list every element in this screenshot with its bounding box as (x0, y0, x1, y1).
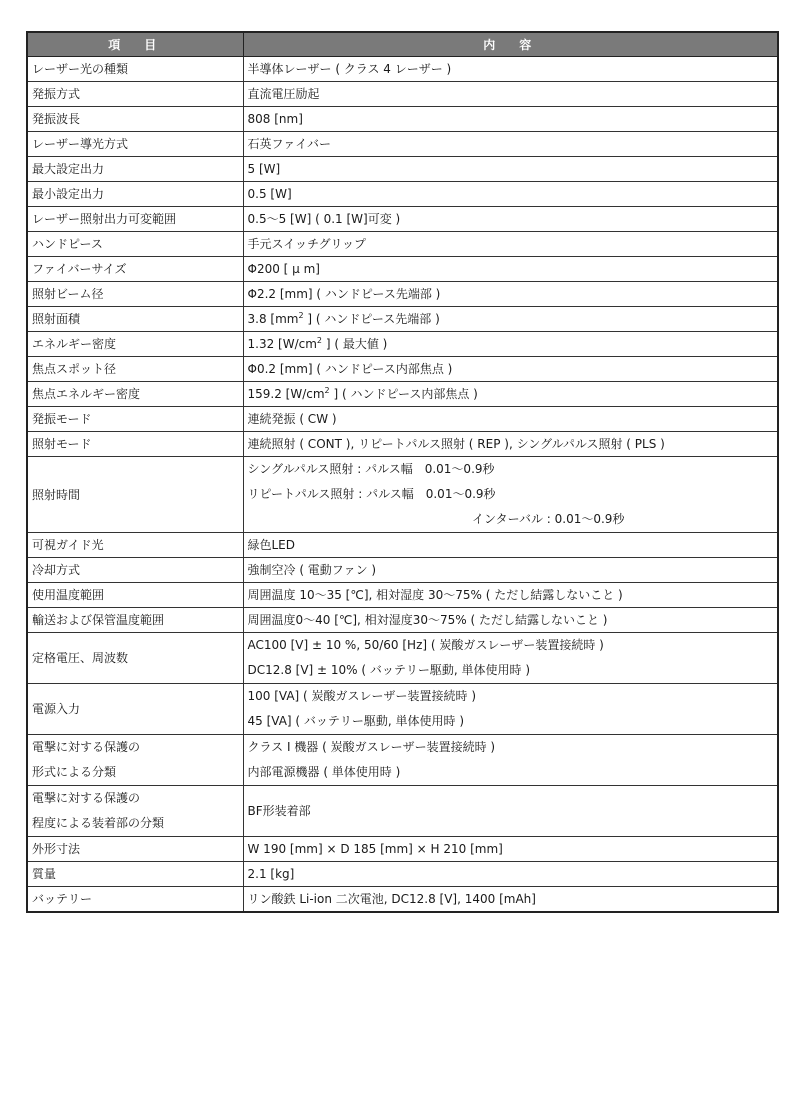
spec-table (26, 31, 779, 913)
row-label: 使用温度範囲 (27, 583, 243, 608)
table-row (27, 307, 778, 332)
row-value: 周囲温度 10〜35 [℃], 相対湿度 30〜75% ( ただし結露しないこと ) (243, 583, 778, 608)
header-item: 項 目 (27, 32, 243, 57)
table-row (27, 132, 778, 157)
row-value (243, 307, 778, 332)
row-label: 発振波長 (27, 107, 243, 132)
table-row (27, 457, 778, 533)
row-label: 照射時間 (27, 457, 243, 533)
row-value: BF形装着部 (243, 786, 778, 837)
row-label: 可視ガイド光 (27, 533, 243, 558)
row-label: 焦点スポット径 (27, 357, 243, 382)
table-row (27, 357, 778, 382)
row-value: リン酸鉄 Li-ion 二次電池, DC12.8 [V], 1400 [mAh] (243, 887, 778, 912)
value-text: 3.8 [mm (247, 312, 299, 326)
value-line: 内部電源機器 ( 単体使用時 ) (247, 765, 401, 779)
table-row (27, 407, 778, 432)
row-value: 半導体レーザー ( クラス 4 レーザー ) (243, 57, 778, 82)
value-line: AC100 [V] ± 10 %, 50/60 [Hz] ( 炭酸ガスレーザー装置接続時 ) (247, 638, 604, 652)
row-value: 直流電圧励起 (243, 82, 778, 107)
row-value (243, 684, 778, 735)
row-label: 照射ビーム径 (27, 282, 243, 307)
row-label: ハンドピース (27, 232, 243, 257)
row-value: Φ0.2 [mm] ( ハンドピース内部焦点 ) (243, 357, 778, 382)
row-value: 緑色LED (243, 533, 778, 558)
value-text: ] ( ハンドピース内部焦点 ) (329, 387, 478, 401)
row-value (243, 633, 778, 684)
row-label: 輸送および保管温度範囲 (27, 608, 243, 633)
value-line: DC12.8 [V] ± 10% ( バッテリー駆動, 単体使用時 ) (247, 663, 531, 677)
row-value: 連続照射 ( CONT ), リピートパルス照射 ( REP ), シングルパルス照射 ( PLS ) (243, 432, 778, 457)
value-text: 1.32 [W/cm (247, 337, 317, 351)
row-label (27, 735, 243, 786)
row-label: 発振方式 (27, 82, 243, 107)
header-row (27, 32, 778, 57)
table-row (27, 207, 778, 232)
value-line: クラス I 機器 ( 炭酸ガスレーザー装置接続時 ) (247, 740, 496, 754)
label-line: 形式による分類 (32, 765, 117, 779)
superscript: 2 (316, 336, 323, 345)
table-row (27, 182, 778, 207)
superscript: 2 (298, 311, 304, 320)
value-line: 100 [VA] ( 炭酸ガスレーザー装置接続時 ) (247, 689, 477, 703)
table-row (27, 82, 778, 107)
table-row (27, 432, 778, 457)
row-label: レーザー照射出力可変範囲 (27, 207, 243, 232)
row-value (243, 332, 778, 357)
table-row (27, 332, 778, 357)
row-label: 定格電圧、周波数 (27, 633, 243, 684)
row-label: レーザー光の種類 (27, 57, 243, 82)
row-value: 808 [nm] (243, 107, 778, 132)
value-text: ] ( ハンドピース先端部 ) (303, 312, 440, 326)
row-label: 最小設定出力 (27, 182, 243, 207)
row-value: Φ2.2 [mm] ( ハンドピース先端部 ) (243, 282, 778, 307)
superscript: 2 (324, 386, 330, 395)
value-line: リピートパルス照射 : パルス幅 0.01〜0.9秒 (247, 487, 496, 501)
row-value: 連続発振 ( CW ) (243, 407, 778, 432)
table-row (27, 735, 778, 786)
table-row (27, 533, 778, 558)
header-content: 内 容 (243, 32, 778, 57)
table-row (27, 57, 778, 82)
label-line: 電撃に対する保護の (32, 740, 141, 754)
table-row (27, 558, 778, 583)
table-row (27, 633, 778, 684)
value-text: ] ( 最大値 ) (322, 337, 388, 351)
row-label: 電源入力 (27, 684, 243, 735)
row-value: W 190 [mm] × D 185 [mm] × H 210 [mm] (243, 837, 778, 862)
value-line: 45 [VA] ( バッテリー駆動, 単体使用時 ) (247, 714, 465, 728)
row-value: 手元スイッチグリップ (243, 232, 778, 257)
table-row (27, 232, 778, 257)
row-value: 周囲温度0〜40 [℃], 相対湿度30〜75% ( ただし結露しないこと ) (243, 608, 778, 633)
row-value: 強制空冷 ( 電動ファン ) (243, 558, 778, 583)
table-row (27, 107, 778, 132)
row-label: 最大設定出力 (27, 157, 243, 182)
row-label: 照射モード (27, 432, 243, 457)
row-label: ファイバーサイズ (27, 257, 243, 282)
row-label: 質量 (27, 862, 243, 887)
table-row (27, 837, 778, 862)
row-value (243, 735, 778, 786)
row-value: 0.5〜5 [W] ( 0.1 [W]可変 ) (243, 207, 778, 232)
table-row (27, 887, 778, 912)
row-label: 照射面積 (27, 307, 243, 332)
label-line: 程度による装着部の分類 (32, 816, 165, 830)
row-value: Φ200 [ μ m] (243, 257, 778, 282)
row-value (243, 382, 778, 407)
row-label: 焦点エネルギー密度 (27, 382, 243, 407)
table-row (27, 257, 778, 282)
label-line: 電撃に対する保護の (32, 791, 141, 805)
row-label: バッテリー (27, 887, 243, 912)
row-value: 石英ファイバー (243, 132, 778, 157)
row-value: 5 [W] (243, 157, 778, 182)
row-label (27, 786, 243, 837)
table-row (27, 608, 778, 633)
row-label: レーザー導光方式 (27, 132, 243, 157)
value-line: シングルパルス照射 : パルス幅 0.01〜0.9秒 (247, 462, 495, 476)
row-value (243, 457, 778, 533)
row-value: 0.5 [W] (243, 182, 778, 207)
table-row (27, 282, 778, 307)
table-row (27, 382, 778, 407)
value-line: インターバル : 0.01〜0.9秒 (472, 512, 625, 526)
table-row (27, 583, 778, 608)
table-row (27, 862, 778, 887)
value-text: 159.2 [W/cm (247, 387, 325, 401)
row-label: 発振モード (27, 407, 243, 432)
row-value: 2.1 [kg] (243, 862, 778, 887)
row-label: エネルギー密度 (27, 332, 243, 357)
table-row (27, 684, 778, 735)
table-row (27, 157, 778, 182)
row-label: 冷却方式 (27, 558, 243, 583)
row-label: 外形寸法 (27, 837, 243, 862)
table-row (27, 786, 778, 837)
